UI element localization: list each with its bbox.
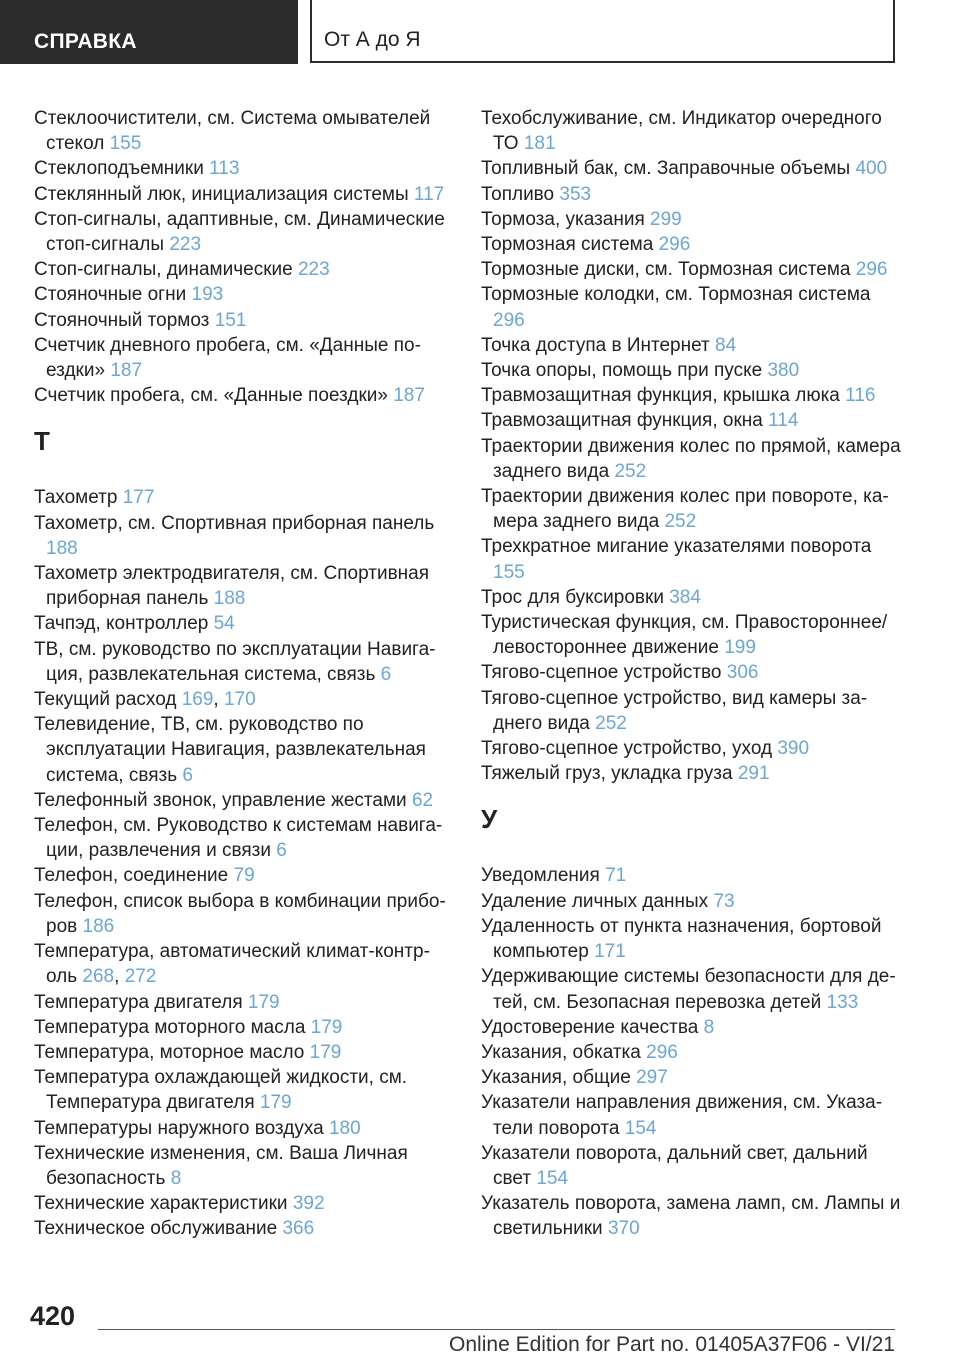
page-link[interactable]: 268 — [82, 966, 115, 988]
index-entry — [481, 1090, 901, 1140]
page-link[interactable]: 353 — [559, 183, 592, 205]
index-entry — [481, 534, 901, 584]
page-link[interactable]: 188 — [46, 537, 78, 559]
subsection-title: От А до Я — [324, 28, 421, 51]
index-term: Счетчик дневного пробега, см. «Данные поездки» — [34, 334, 421, 382]
index-term: Тяжелый груз, укладка груза — [481, 763, 733, 785]
page-link[interactable]: 151 — [214, 309, 247, 331]
index-term: Тормозная система — [481, 234, 654, 256]
index-entry — [34, 106, 454, 156]
page-link[interactable]: 177 — [122, 487, 155, 509]
index-term: Удерживающие системы безопасности для детей, см. Безопасная перевозка детей — [481, 966, 896, 1013]
index-term: Телевидение, ТВ, см. руководство по эксплуатации Навигация, развлекательная система, связь — [34, 714, 426, 786]
page-link[interactable]: 73 — [713, 890, 735, 912]
index-letter-heading: Т — [34, 426, 50, 457]
index-entry — [481, 333, 901, 358]
page-link[interactable]: 180 — [328, 1117, 361, 1139]
index-term: Тормозные колодки, см. Тормозная система — [481, 284, 871, 306]
index-entry — [481, 484, 901, 534]
index-term: Стоп-сигналы, адаптивные, см. Динамические стоп-сигналы — [34, 208, 445, 256]
index-column-left — [34, 106, 454, 1242]
page-link[interactable]: 199 — [724, 637, 756, 659]
index-term: Тахометр электродвигателя, см. Спортивная приборная панель — [34, 563, 430, 610]
index-entry — [34, 308, 454, 333]
index-term: Тягово-сцепное устройство, вид камеры заднего вида — [481, 687, 868, 734]
page-link[interactable]: 193 — [191, 284, 224, 306]
index-entry — [481, 383, 901, 408]
page-link[interactable]: 79 — [233, 865, 255, 887]
index-term: Текущий расход — [34, 689, 177, 711]
index-entry — [34, 637, 454, 687]
index-term: Телефон, см. Руководство к системам навигации, развлечения и связи — [34, 815, 443, 862]
index-term: Температура, автоматический климат-контроль — [34, 941, 430, 988]
index-entry — [34, 813, 454, 863]
index-term: Указатель поворота, замена ламп, см. Лампы и светильники — [481, 1193, 901, 1240]
page-link[interactable]: 186 — [82, 915, 115, 937]
index-term: Температура моторного масла — [34, 1016, 306, 1038]
page-link[interactable]: 171 — [594, 941, 626, 963]
index-entry — [481, 964, 901, 1014]
index-entry — [481, 585, 901, 610]
page-link[interactable]: 181 — [523, 133, 556, 155]
index-term: Указатели направления движения, см. Указатели поворота — [481, 1092, 883, 1139]
index-entry — [34, 990, 454, 1015]
page-link[interactable]: 306 — [726, 662, 759, 684]
index-term: Технические характеристики — [34, 1193, 288, 1215]
index-term: Указания, обкатка — [481, 1041, 641, 1063]
page-link[interactable]: 252 — [595, 712, 627, 734]
page-link[interactable]: 8 — [703, 1016, 715, 1038]
index-term: Удаленность от пункта назначения, бортовой компьютер — [481, 915, 882, 963]
page-link[interactable]: 71 — [605, 865, 627, 887]
page-link[interactable]: 154 — [624, 1117, 657, 1139]
index-term: Тачпэд, контроллер — [34, 613, 209, 635]
page-link[interactable]: 188 — [213, 588, 246, 610]
section-title: СПРАВКА — [34, 30, 137, 53]
index-entry — [34, 156, 454, 181]
page-number: 420 — [30, 1301, 76, 1331]
page-link[interactable]: 299 — [650, 208, 682, 230]
index-term: Температура охлаждающей жидкости, см. Температура двигателя — [34, 1067, 408, 1114]
index-entry — [481, 156, 901, 181]
index-term: Уведомления — [481, 865, 600, 887]
footer-divider — [98, 1329, 895, 1330]
index-term: Техническое обслуживание — [34, 1218, 278, 1240]
index-entry — [34, 1116, 454, 1141]
index-entry — [481, 610, 901, 660]
page-link[interactable]: 54 — [213, 613, 235, 635]
page-link[interactable]: 297 — [636, 1067, 668, 1089]
index-term: Траектории движения колес при повороте, камера заднего вида — [481, 486, 889, 533]
page-link[interactable]: 366 — [282, 1218, 315, 1240]
page-link[interactable]: 296 — [855, 259, 888, 281]
index-entry — [481, 736, 901, 761]
page-link[interactable]: 6 — [182, 764, 193, 786]
page-link[interactable]: 296 — [646, 1041, 678, 1063]
page-link[interactable]: 6 — [276, 840, 287, 862]
page-link[interactable]: 117 — [413, 183, 445, 205]
page-link[interactable]: 8 — [170, 1167, 182, 1189]
page-link[interactable]: 155 — [493, 561, 525, 583]
page-link[interactable]: 296 — [658, 234, 691, 256]
index-term: Травмозащитная функция, крышка люка — [481, 385, 840, 407]
page-link[interactable]: 223 — [297, 259, 330, 281]
index-entry — [481, 889, 901, 914]
index-entry — [34, 561, 454, 611]
index-entry — [34, 485, 454, 510]
index-term: Техобслуживание, см. Индикатор очередного ТО — [481, 108, 882, 155]
page-link[interactable]: 370 — [607, 1218, 640, 1240]
index-entry — [481, 914, 901, 964]
page-link[interactable]: 384 — [669, 586, 701, 608]
index-entry — [481, 686, 901, 736]
index-entry — [481, 408, 901, 433]
index-term: Точка опоры, помощь при пуске — [481, 360, 763, 382]
page-link[interactable]: 179 — [310, 1016, 343, 1038]
subsection-tab — [310, 0, 895, 63]
index-entry — [34, 333, 454, 383]
index-term: Топливный бак, см. Заправочные объемы — [481, 158, 851, 180]
index-entry — [481, 282, 901, 332]
page-link[interactable]: 170 — [223, 689, 256, 711]
page-link[interactable]: 392 — [292, 1193, 325, 1215]
index-entry — [34, 712, 454, 788]
index-entry — [481, 257, 901, 282]
index-term: Траектории движения колес по прямой, камера заднего вида — [481, 435, 901, 482]
page-link[interactable]: 116 — [845, 385, 876, 407]
index-term: Стеклоподъемники — [34, 158, 204, 180]
index-entry — [34, 611, 454, 636]
index-entry — [34, 1141, 454, 1191]
index-term: Температура, моторное масло — [34, 1041, 305, 1063]
index-entry — [34, 207, 454, 257]
page-link[interactable]: 187 — [393, 385, 425, 407]
page-link[interactable]: 252 — [614, 460, 647, 482]
index-term: Стояночный тормоз — [34, 309, 210, 331]
index-entry — [481, 106, 901, 156]
index-term: Телефон, соединение — [34, 865, 229, 887]
index-entry — [34, 383, 454, 408]
index-entry — [481, 1141, 901, 1191]
index-entry — [34, 257, 454, 282]
index-term: Стеклоочистители, см. Система омывателей стекол — [34, 108, 431, 155]
page-link[interactable]: 154 — [536, 1167, 569, 1189]
page-link[interactable]: 187 — [110, 360, 143, 382]
index-entry — [34, 1065, 454, 1115]
index-term: Стояночные огни — [34, 284, 187, 306]
index-entry — [481, 1040, 901, 1065]
index-term: Травмозащитная функция, окна — [481, 410, 763, 432]
index-term: Удостоверение качества — [481, 1016, 699, 1038]
index-term: Технические изменения, см. Ваша Личная безопасность — [34, 1142, 408, 1189]
index-term: Топливо — [481, 183, 555, 205]
index-entry — [481, 207, 901, 232]
index-entry — [34, 182, 454, 207]
index-entry — [481, 1191, 901, 1241]
index-entry — [481, 863, 901, 888]
index-term: Тягово-сцепное устройство — [481, 662, 722, 684]
index-term: Указатели поворота, дальний свет, дальний свет — [481, 1142, 868, 1189]
page-link[interactable]: 62 — [411, 789, 434, 811]
page-link[interactable]: 380 — [767, 360, 800, 382]
index-term: Тягово-сцепное устройство, уход — [481, 738, 773, 760]
page-link[interactable]: 272 — [124, 966, 157, 988]
index-term: Температура двигателя — [34, 991, 243, 1013]
page-link[interactable]: 252 — [664, 511, 697, 533]
index-entry — [481, 1015, 901, 1040]
index-term: Стоп-сигналы, динамические — [34, 259, 293, 281]
page-link[interactable]: 296 — [493, 309, 525, 331]
index-letter-heading: У — [481, 804, 498, 835]
index-entry — [34, 511, 454, 561]
index-term: Трехкратное мигание указателями поворота — [481, 536, 872, 558]
page-link[interactable]: 179 — [259, 1092, 292, 1114]
page-link[interactable]: 390 — [777, 738, 810, 760]
index-term: Туристическая функция, см. Правостороннее/левостороннее движение — [481, 612, 888, 659]
page-link[interactable]: 113 — [209, 158, 240, 180]
index-entry — [34, 788, 454, 813]
page-link[interactable]: 133 — [826, 991, 859, 1013]
index-term: Тахометр — [34, 487, 118, 509]
index-entry — [34, 889, 454, 939]
index-entry — [34, 863, 454, 888]
page-link[interactable]: 114 — [768, 410, 799, 432]
page-link[interactable]: 400 — [855, 158, 888, 180]
index-term: Тахометр, см. Спортивная приборная панель — [34, 512, 435, 534]
index-entry: Температура, автоматический климат-контроль 268, 272 — [34, 941, 430, 988]
index-entry — [481, 182, 901, 207]
index-term: Стеклянный люк, инициализация системы — [34, 183, 409, 205]
index-term: Трос для буксировки — [481, 586, 664, 608]
page-link[interactable]: 291 — [737, 763, 770, 785]
page-link[interactable]: 84 — [715, 334, 737, 356]
edition-note: Online Edition for Part no. 01405A37F06 - VI/21 — [449, 1333, 895, 1356]
index-term: Точка доступа в Интернет — [481, 334, 710, 356]
index-entry — [481, 660, 901, 685]
page-link[interactable]: 179 — [309, 1041, 342, 1063]
index-term: Указания, общие — [481, 1067, 631, 1089]
index-entry — [34, 1216, 454, 1241]
index-term: Температуры наружного воздуха — [34, 1117, 324, 1139]
index-column-right — [481, 106, 901, 1242]
index-entry — [481, 761, 901, 786]
index-entry — [34, 1191, 454, 1216]
section-tab — [0, 0, 298, 64]
index-term: Удаление личных данных — [481, 890, 709, 912]
index-term: Тормоза, указания — [481, 208, 645, 230]
page-link[interactable]: 6 — [380, 663, 392, 685]
index-term: Телефонный звонок, управление жестами — [34, 789, 407, 811]
index-term: ТВ, см. руководство по эксплуатации Навигация, развлекательная система, связь — [34, 638, 436, 685]
page-link[interactable]: 169 — [181, 689, 214, 711]
index-entry — [481, 1065, 901, 1090]
index-entry — [481, 232, 901, 257]
index-term: Телефон, список выбора в комбинации приборов — [34, 890, 446, 937]
page-link[interactable]: 179 — [247, 991, 280, 1013]
index-entry — [34, 1040, 454, 1065]
index-entry — [34, 282, 454, 307]
index-entry — [34, 1015, 454, 1040]
page-link[interactable]: 155 — [109, 133, 142, 155]
index-term: Счетчик пробега, см. «Данные поездки» — [34, 385, 388, 407]
index-entry: Текущий расход 169, 170 — [34, 689, 256, 711]
page-link[interactable]: 223 — [169, 234, 202, 256]
index-term: Тормозные диски, см. Тормозная система — [481, 259, 851, 281]
index-entry — [481, 434, 901, 484]
index-entry — [481, 358, 901, 383]
